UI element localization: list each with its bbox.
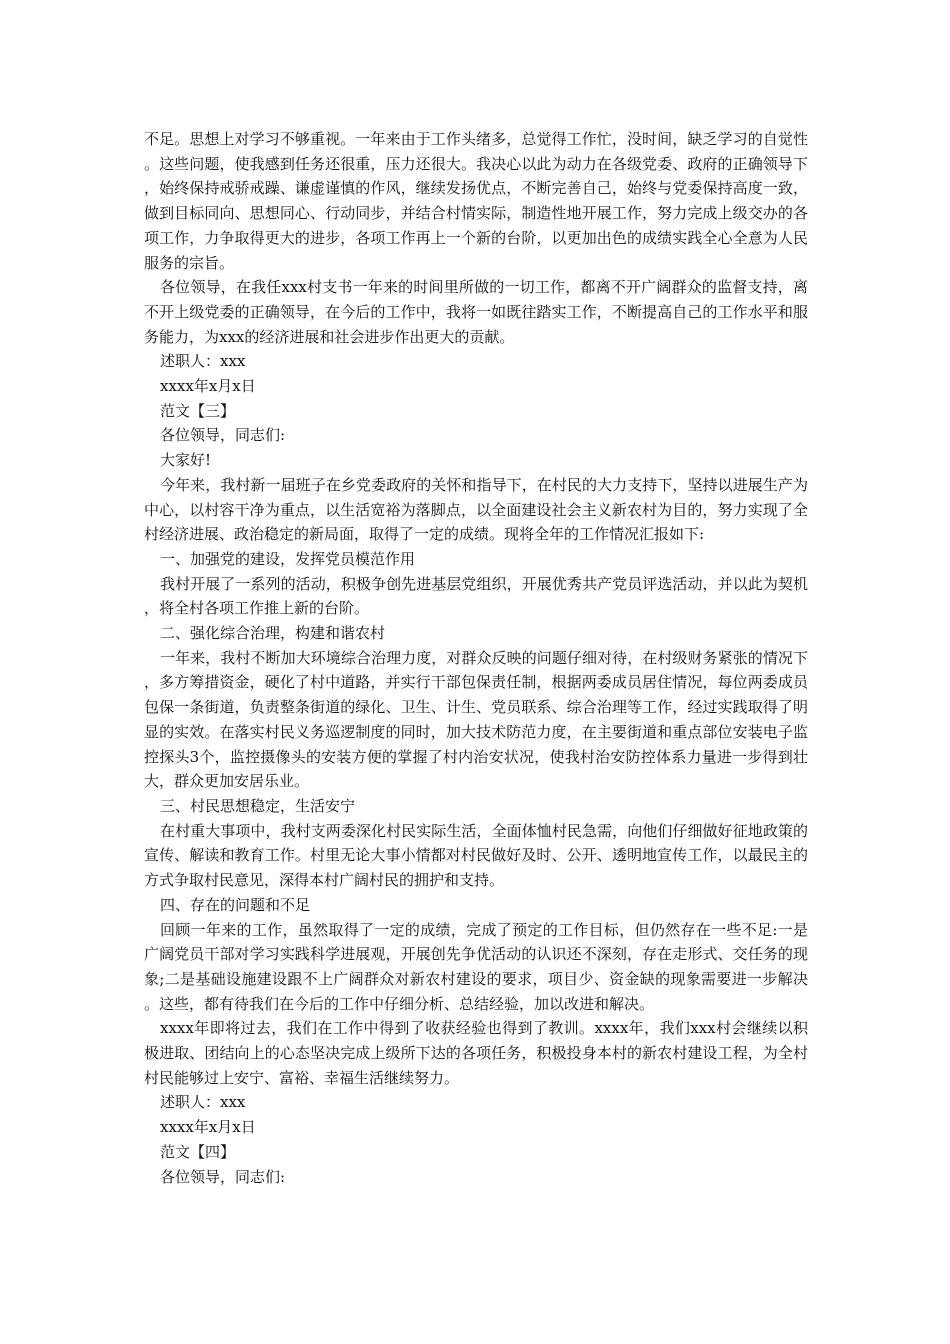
section-title-sample-4: 范文【四】	[160, 1142, 236, 1161]
section-title-sample-3: 范文【三】	[160, 401, 236, 420]
document-body	[144, 127, 808, 1189]
heading-2: 二、强化综合治理，构建和谐农村	[160, 624, 386, 643]
paragraph-conclusion: xxxx年即将过去，我们在工作中得到了收获经验也得到了教训。xxxx年，我们xxx村会继续以积极进取、团结向上的心态坚决完成上级所下达的各项任务，积极投身本村的新农村建设工程，为全村村民能够过上安宁、富裕、幸福生活继续努力。	[144, 1019, 808, 1087]
paragraph-4: 回顾一年来的工作，虽然取得了一定的成绩，完成了预定的工作目标，但仍然存在一些不足:一是广阔党员干部对学习实践科学进展观，开展创先争优活动的认识还不深刻，存在走形式、交任务的现象;二是基础设施建设跟不上广阔群众对新农村建设的要求，项目少、资金缺的现象需要进一步解决。这些，都有待我们在今后的工作中仔细分析、总结经验，加以改进和解决。	[144, 920, 808, 1013]
date-line: xxxx年x月x日	[160, 1118, 256, 1137]
paragraph-closing-remarks: 各位领导，在我任xxx村支书一年来的时间里所做的一切工作，都离不开广阔群众的监督支持，离不开上级党委的正确领导，在今后的工作中，我将一如既往踏实工作，不断提高自己的工作水平和服务能力，为xxx的经济进展和社会进步作出更大的贡献。	[144, 278, 808, 346]
paragraph-2: 一年来，我村不断加大环境综合治理力度，对群众反映的问题仔细对待，在村级财务紧张的情况下，多方筹措资金，硬化了村中道路，并实行干部包保责任制，根据两委成员居住情况，每位两委成员包保一条街道，负责整条街道的绿化、卫生、计生、党员联系、综合治理等工作，经过实践取得了明显的实效。在落实村民义务巡逻制度的同时，加大技术防范力度，在主要街道和重点部位安装电子监控探头3个，监控摄像头的安装方便的掌握了村内治安状况，使我村治安防控体系力量进一步得到壮大，群众更加安居乐业。	[144, 648, 808, 791]
greeting: 大家好!	[160, 451, 212, 470]
date-line: xxxx年x月x日	[160, 377, 256, 396]
paragraph-3: 在村重大事项中，我村支两委深化村民实际生活，全面体恤村民急需，向他们仔细做好征地政策的宣传、解读和教育工作。村里无论大事小情都对村民做好及时、公开、透明地宣传工作，以最民主的方式争取村民意见，深得本村广阔村民的拥护和支持。	[144, 821, 808, 890]
paragraph-1: 我村开展了一系列的活动，积极争创先进基层党组织，开展优秀共产党员评选活动，并以此为契机，将全村各项工作推上新的台阶。	[144, 574, 808, 618]
heading-1: 一、加强党的建设，发挥党员模范作用	[160, 549, 416, 568]
signature-line: 述职人：xxx	[160, 352, 246, 371]
salutation: 各位领导，同志们:	[160, 426, 286, 445]
heading-4: 四、存在的问题和不足	[160, 895, 311, 914]
salutation: 各位领导，同志们:	[160, 1167, 286, 1186]
paragraph-intro: 今年来，我村新一届班子在乡党委政府的关怀和指导下，在村民的大力支持下，坚持以进展生产为中心，以村容干净为重点，以生活宽裕为落脚点，以全面建设社会主义新农村为目的，努力实现了全村经济进展、政治稳定的新局面，取得了一定的成绩。现将全年的工作情况汇报如下:	[144, 475, 808, 544]
paragraph-continuation: 不足。思想上对学习不够重视。一年来由于工作头绪多，总觉得工作忙，没时间，缺乏学习的自觉性。这些问题，使我感到任务还很重，压力还很大。我决心以此为动力在各级党委、政府的正确领导下，始终保持戒骄戒躁、谦虚谨慎的作风，继续发扬优点，不断完善自己，始终与党委保持高度一致，做到目标同向、思想同心、行动同步，并结合村情实际，制造性地开展工作，努力完成上级交办的各项工作，力争取得更大的进步，各项工作再上一个新的台阶，以更加出色的成绩实践全心全意为人民服务的宗旨。	[144, 130, 808, 272]
signature-line: 述职人：xxx	[160, 1093, 246, 1112]
heading-3: 三、村民思想稳定，生活安宁	[160, 796, 356, 815]
